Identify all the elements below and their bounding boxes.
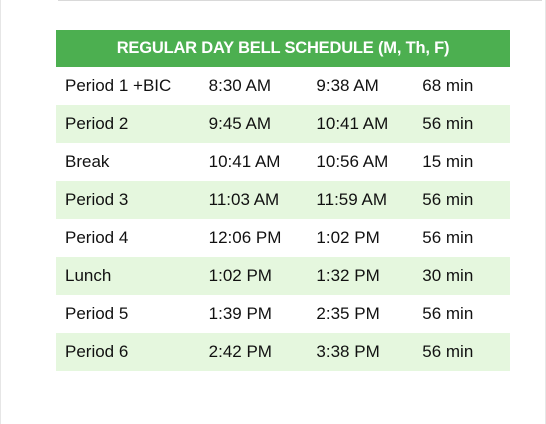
period-cell: Period 5: [65, 304, 129, 323]
end-time-cell: 2:35 PM: [316, 304, 380, 323]
end-time-cell: 11:59 AM: [316, 190, 387, 209]
end-time-cell: 10:56 AM: [316, 152, 389, 171]
period-cell: Lunch: [65, 266, 112, 285]
table-row: [56, 181, 510, 219]
start-time-cell: 1:39 PM: [208, 304, 272, 323]
start-time-cell: 1:02 PM: [208, 266, 272, 285]
table-header-row: [56, 30, 510, 67]
period-cell: Period 1 +BIC: [65, 76, 172, 95]
end-time-cell: 9:38 AM: [316, 76, 379, 95]
schedule-title: REGULAR DAY BELL SCHEDULE (M, Th, F): [116, 39, 450, 57]
start-time-cell: 9:45 AM: [208, 114, 272, 133]
period-cell: Period 2: [65, 114, 129, 133]
period-cell: Break: [65, 152, 110, 171]
duration-cell: 15 min: [422, 152, 474, 171]
table-row: [56, 333, 510, 371]
end-time-cell: 3:38 PM: [316, 342, 380, 361]
period-cell: Period 3: [65, 190, 129, 209]
duration-cell: 56 min: [422, 114, 474, 133]
bell-schedule-table: [56, 30, 510, 371]
top-divider: [58, 0, 542, 1]
end-time-cell: 1:02 PM: [316, 228, 380, 247]
duration-cell: 56 min: [422, 190, 474, 209]
end-time-cell: 1:32 PM: [316, 266, 380, 285]
start-time-cell: 12:06 PM: [208, 228, 282, 247]
table-row: [56, 143, 510, 181]
period-cell: Period 4: [65, 228, 129, 247]
table-row: [56, 105, 510, 143]
table-row: [56, 257, 510, 295]
table-row: [56, 67, 510, 105]
duration-cell: 56 min: [422, 304, 474, 323]
end-time-cell: 10:41 AM: [316, 114, 389, 133]
table-row: [56, 295, 510, 333]
start-time-cell: 10:41 AM: [208, 152, 281, 171]
table-row: [56, 219, 510, 257]
duration-cell: 56 min: [422, 342, 474, 361]
start-time-cell: 11:03 AM: [208, 190, 280, 209]
start-time-cell: 2:42 PM: [208, 342, 272, 361]
start-time-cell: 8:30 AM: [208, 76, 272, 95]
duration-cell: 30 min: [422, 266, 474, 285]
left-border: [0, 0, 1, 424]
duration-cell: 56 min: [422, 228, 474, 247]
period-cell: Period 6: [65, 342, 129, 361]
duration-cell: 68 min: [422, 76, 474, 95]
